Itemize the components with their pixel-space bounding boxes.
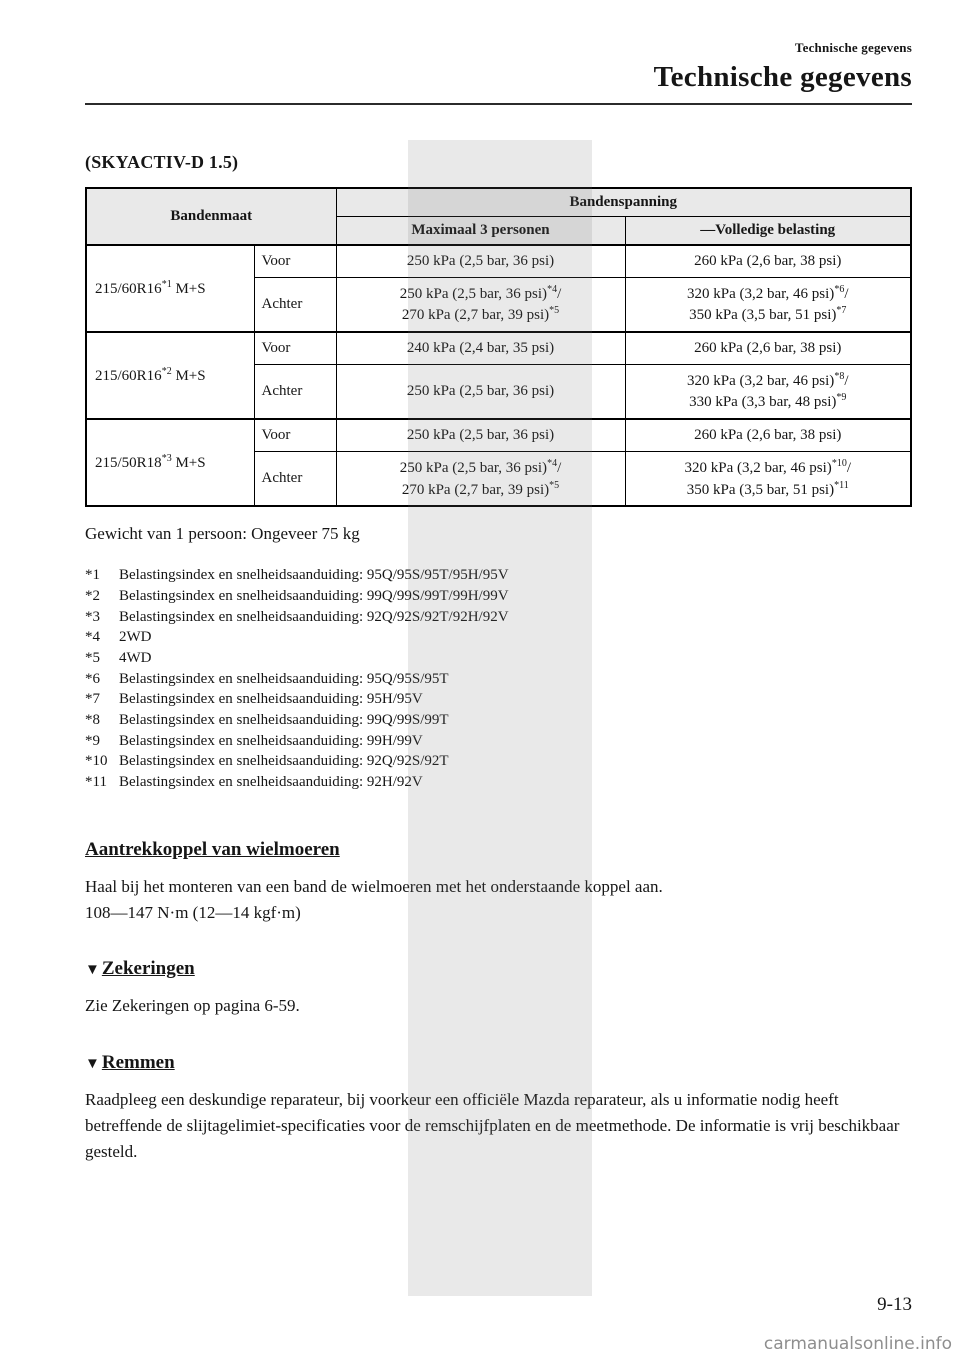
footnote-marker: *9 — [85, 732, 100, 749]
fuses-heading-text: Zekeringen — [101, 958, 195, 980]
footnote-marker: *7 — [85, 691, 100, 708]
engine-section-title: (SKYACTIV-D 1.5) — [85, 152, 239, 172]
page-content — [85, 40, 912, 1165]
footnote-text: Belastingsindex en snelheidsaanduiding: 92Q/92S/92T/92H/92V — [119, 608, 509, 625]
footnote — [85, 669, 912, 690]
col-header-max3: Maximaal 3 personen — [336, 217, 625, 246]
footnote-marker: *6 — [85, 670, 100, 687]
col-header-bandenspanning: Bandenspanning — [336, 188, 911, 217]
table-row — [86, 245, 911, 277]
page-title: Technische gegevens — [653, 61, 912, 93]
tire-size-cell: 215/60R16$^{*2}$ M+S — [86, 332, 254, 419]
breadcrumb: Technische gegevens — [794, 40, 912, 55]
fuses-heading — [85, 958, 912, 980]
pressure-cell: 320 kPa (3,2 bar, 46 psi)$^{*10}$/ 350 kPa (3,5 bar, 51 psi)$^{*11}$ — [625, 451, 911, 506]
pressure-cell: 320 kPa (3,2 bar, 46 psi)$^{*8}$/ 330 kPa (3,3 bar, 48 psi)$^{*9}$ — [625, 364, 911, 419]
tire-size-cell: 215/60R16$^{*1}$ M+S — [86, 245, 254, 332]
footnote-marker: *10 — [85, 753, 108, 770]
wheel-nut-line: Haal bij het monteren van een band de wielmoeren met het onderstaande koppel aan. — [85, 876, 663, 896]
footnote-marker: *4 — [85, 629, 100, 646]
triangle-icon: ▼ — [85, 962, 100, 979]
pressure-cell: 260 kPa (2,6 bar, 38 psi) — [625, 332, 911, 364]
tire-table-body — [86, 245, 911, 506]
tire-pressure-table — [85, 187, 912, 507]
footnote — [85, 607, 912, 628]
tire-size-cell: 215/50R18$^{*3}$ M+S — [86, 419, 254, 506]
position-cell: Achter — [254, 364, 336, 419]
fuses-paragraph: Zie Zekeringen op pagina 6-59. — [85, 996, 300, 1016]
footnote-text: Belastingsindex en snelheidsaanduiding: 99Q/99S/99T/99H/99V — [119, 587, 509, 604]
footnote-text: Belastingsindex en snelheidsaanduiding: 92H/92V — [119, 774, 423, 791]
footnote-text: Belastingsindex en snelheidsaanduiding: 95Q/95S/95T — [119, 670, 449, 687]
footnote — [85, 627, 912, 648]
footnote-marker: *2 — [85, 587, 100, 604]
wheel-nut-torque-value: 108—147 N·m (12—14 kgf·m) — [85, 902, 301, 922]
position-cell: Voor — [254, 245, 336, 277]
footnote — [85, 689, 912, 710]
position-cell: Achter — [254, 277, 336, 332]
footnote — [85, 565, 912, 586]
col-header-volledige: —Volledige belasting — [625, 217, 911, 246]
wheel-nut-heading-text: Aantrekkoppel van wielmoeren — [85, 838, 340, 860]
pressure-cell: 250 kPa (2,5 bar, 36 psi) — [336, 419, 625, 451]
pressure-cell: 240 kPa (2,4 bar, 35 psi) — [336, 332, 625, 364]
footnote-marker: *5 — [85, 649, 100, 666]
page-number: 9-13 — [877, 1294, 912, 1315]
footnote — [85, 710, 912, 731]
triangle-icon: ▼ — [85, 1056, 100, 1073]
wheel-nut-paragraph — [85, 874, 912, 926]
pressure-cell: 250 kPa (2,5 bar, 36 psi)$^{*4}$/ 270 kPa (2,7 bar, 39 psi)$^{*5}$ — [336, 451, 625, 506]
pressure-cell: 250 kPa (2,5 bar, 36 psi) — [336, 245, 625, 277]
footnote-text: Belastingsindex en snelheidsaanduiding: 95H/95V — [119, 691, 423, 708]
pressure-cell: 260 kPa (2,6 bar, 38 psi) — [625, 245, 911, 277]
footnote-marker: *1 — [85, 567, 100, 584]
footnote-marker: *11 — [85, 774, 107, 791]
footnote-marker: *3 — [85, 608, 100, 625]
footnotes — [85, 565, 912, 793]
footnote-text: 4WD — [119, 649, 152, 666]
footnote-text: Belastingsindex en snelheidsaanduiding: 99H/99V — [119, 732, 423, 749]
footnote-marker: *8 — [85, 712, 100, 728]
brakes-heading — [85, 1052, 912, 1074]
footnote-text: Belastingsindex en snelheidsaanduiding: 99Q/99S/99T — [119, 712, 449, 728]
brakes-paragraph: Raadpleeg een deskundige reparateur, bij voorkeur een officiële Mazda reparateur, als u informatie nodig heeft betreffende de slijtagelimiet-specificaties voor de remschijfplaten en de meetmethode. De informatie is vrij beschikbaar gesteld. — [85, 1090, 900, 1161]
position-cell: Achter — [254, 451, 336, 506]
position-cell: Voor — [254, 419, 336, 451]
brakes-heading-text: Remmen — [101, 1052, 175, 1074]
footnote — [85, 751, 912, 772]
footnote — [85, 648, 912, 669]
pressure-cell: 320 kPa (3,2 bar, 46 psi)$^{*6}$/ 350 kPa (3,5 bar, 51 psi)$^{*7}$ — [625, 277, 911, 332]
footnote-text: Belastingsindex en snelheidsaanduiding: 92Q/92S/92T — [119, 753, 449, 770]
weight-note: Gewicht van 1 persoon: Ongeveer 75 kg — [85, 524, 360, 544]
table-header-row — [86, 188, 911, 217]
pressure-cell: 250 kPa (2,5 bar, 36 psi)$^{*4}$/ 270 kPa (2,7 bar, 39 psi)$^{*5}$ — [336, 277, 625, 332]
table-row — [86, 332, 911, 364]
position-cell: Voor — [254, 332, 336, 364]
wheel-nut-heading — [85, 839, 912, 861]
watermark: carmanualsonline.info — [763, 1334, 952, 1354]
pressure-cell: 260 kPa (2,6 bar, 38 psi) — [625, 419, 911, 451]
col-header-bandenmaat: Bandenmaat — [86, 188, 336, 245]
table-row — [86, 419, 911, 451]
footnote — [85, 586, 912, 607]
footnote-text: Belastingsindex en snelheidsaanduiding: 95Q/95S/95T/95H/95V — [119, 567, 509, 584]
footnote-text: 2WD — [119, 629, 152, 646]
pressure-cell: 250 kPa (2,5 bar, 36 psi) — [336, 364, 625, 419]
footnote — [85, 731, 912, 752]
header-divider — [85, 103, 912, 105]
footnote — [85, 772, 912, 793]
